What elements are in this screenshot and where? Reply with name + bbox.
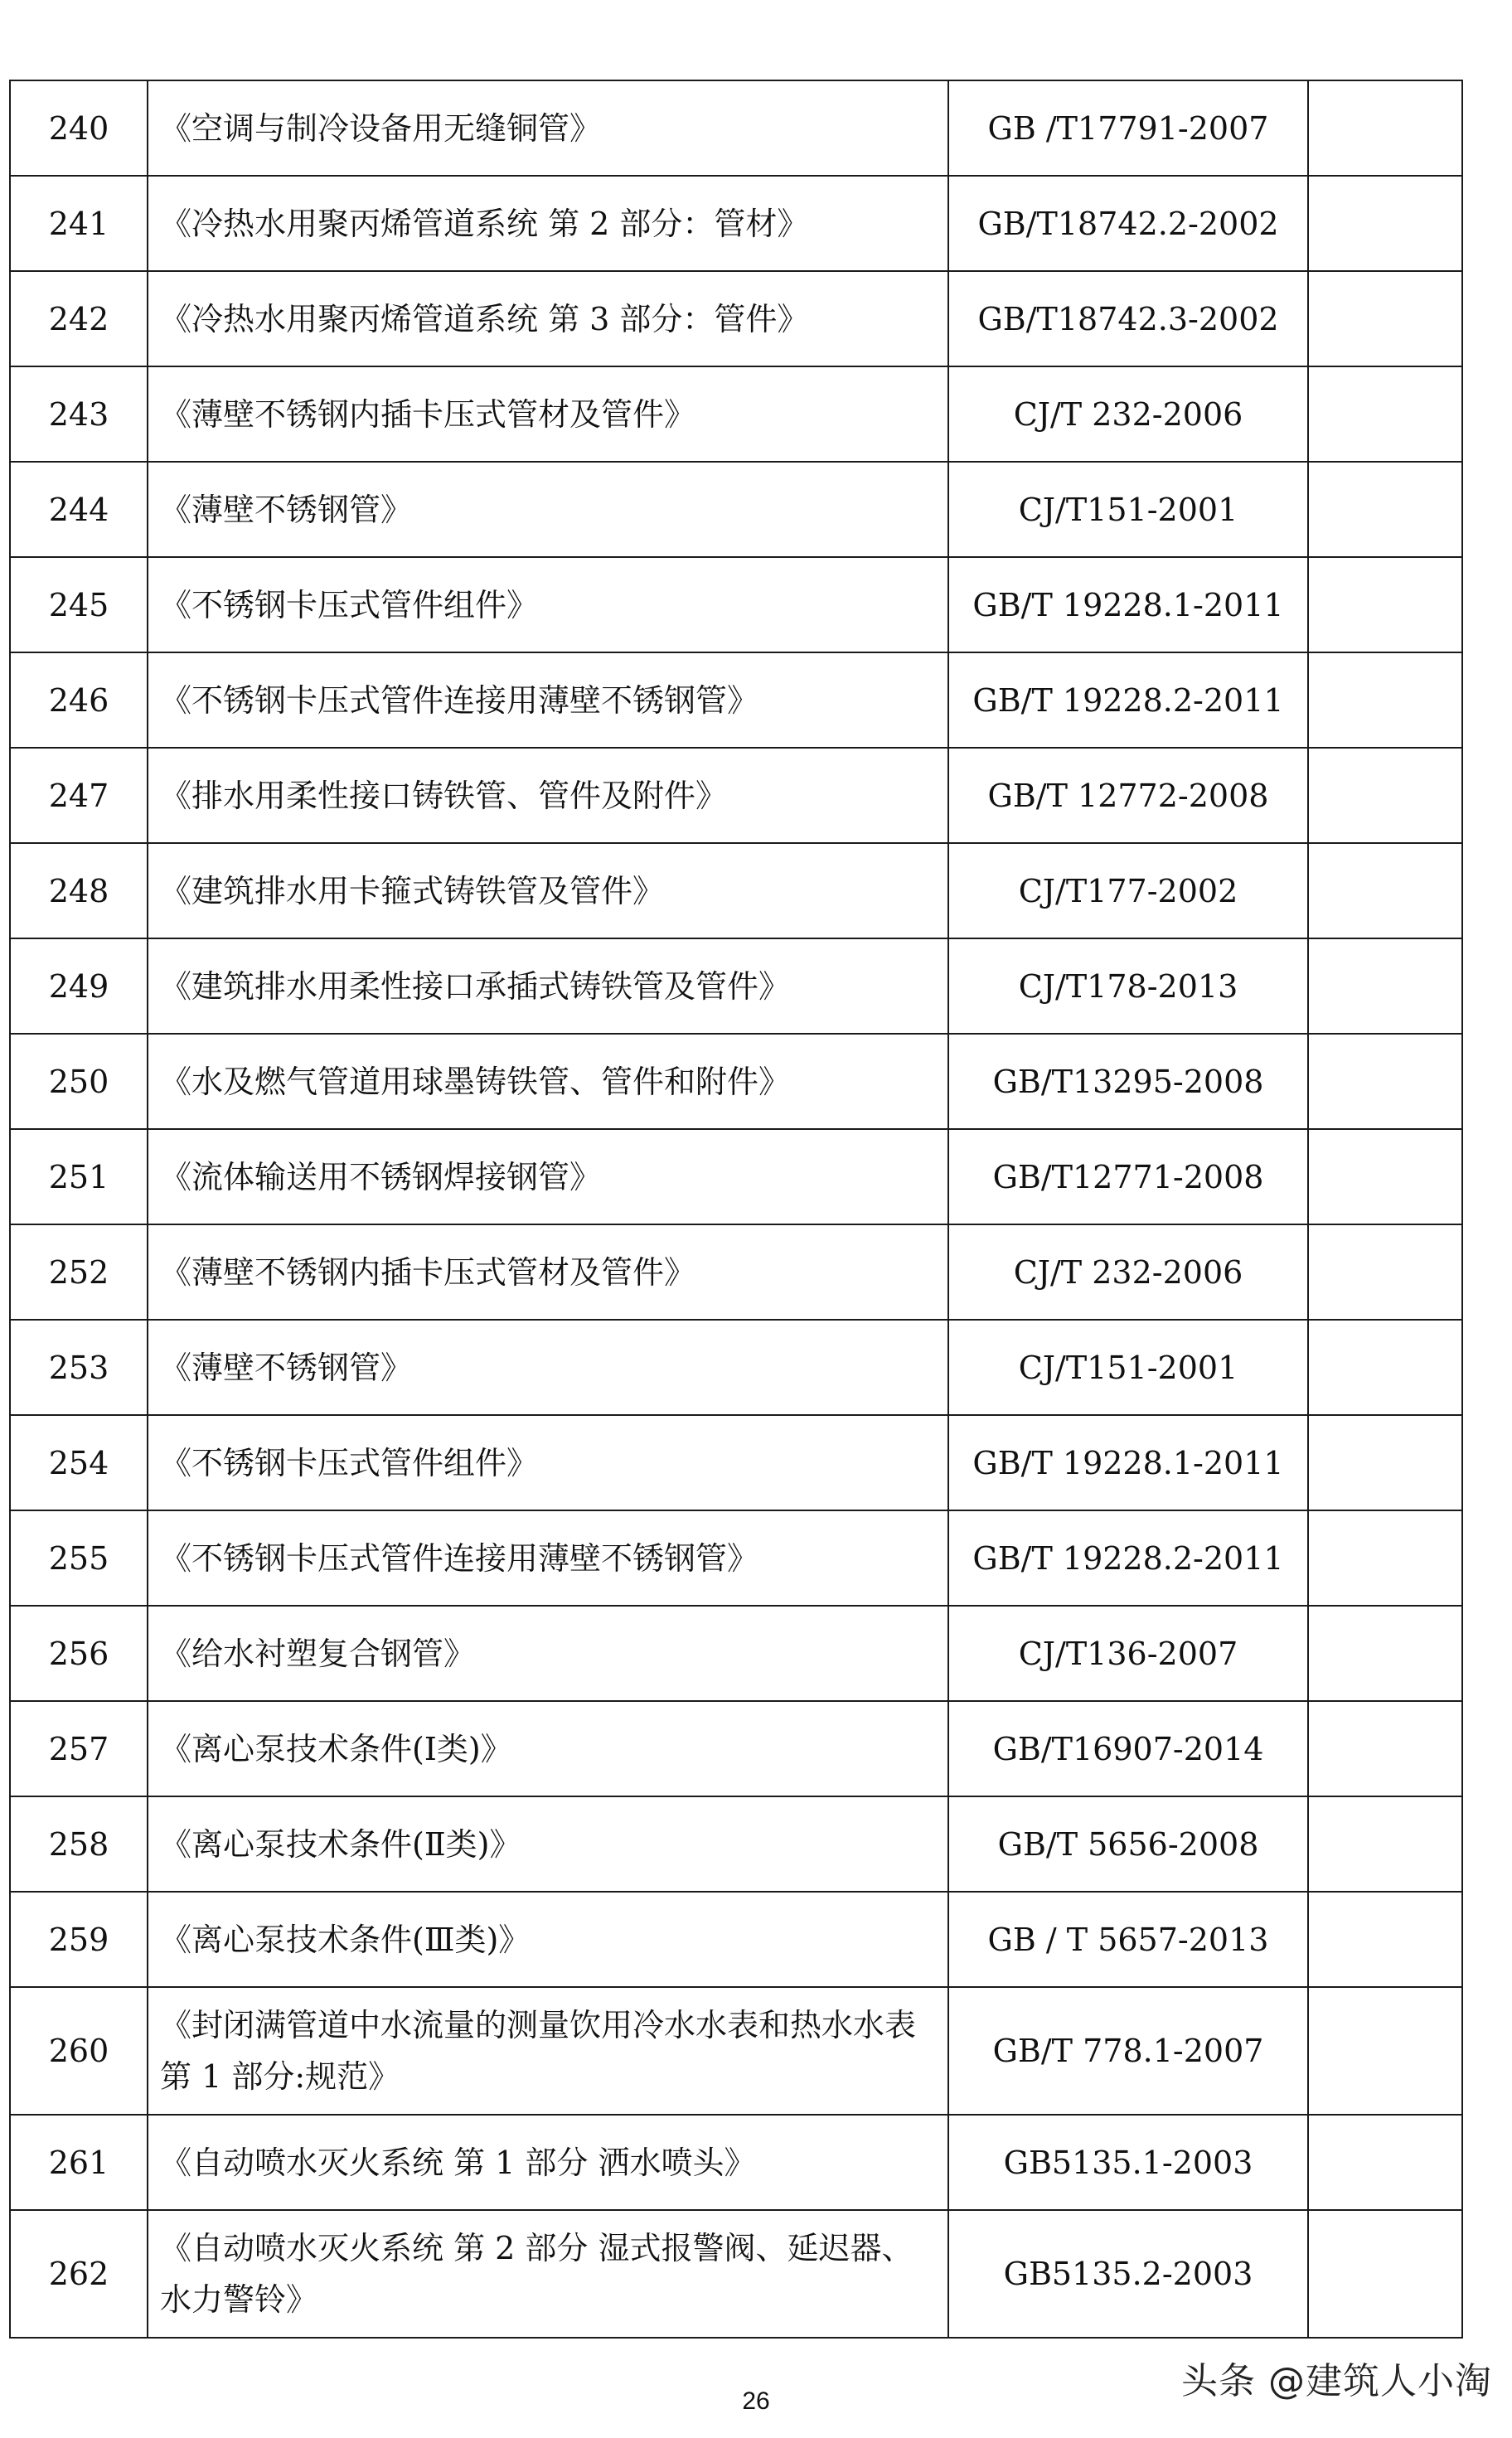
standard-name xyxy=(148,462,948,557)
standard-name-text: 《冷热水用聚丙烯管道系统 第 2 部分：管材》 xyxy=(160,205,809,242)
note-cell xyxy=(1308,271,1462,366)
note-cell xyxy=(1308,1224,1462,1320)
note-cell xyxy=(1308,1987,1462,2115)
row-number: 259 xyxy=(10,1892,148,1987)
standard-name-text: 《薄壁不锈钢内插卡压式管材及管件》 xyxy=(160,395,696,433)
note-cell xyxy=(1308,1415,1462,1510)
watermark: 头条 @建筑人小淘 xyxy=(1181,2360,1492,2402)
row-number: 248 xyxy=(10,843,148,938)
standard-code: GB /T17791-2007 xyxy=(948,80,1308,176)
standard-name-text: 《排水用柔性接口铸铁管、管件及附件》 xyxy=(160,777,728,814)
standard-code: CJ/T151-2001 xyxy=(948,462,1308,557)
table-row xyxy=(10,80,1462,176)
row-number: 244 xyxy=(10,462,148,557)
standard-name-text: 《建筑排水用柔性接口承插式铸铁管及管件》 xyxy=(160,967,791,1005)
row-number: 240 xyxy=(10,80,148,176)
standard-code: GB/T18742.3-2002 xyxy=(948,271,1308,366)
standard-name-text: 《自动喷水灭火系统 第 2 部分 湿式报警阀、延迟器、水力警铃》 xyxy=(160,2230,914,2318)
table-row xyxy=(10,1034,1462,1129)
table-row xyxy=(10,366,1462,462)
row-number: 261 xyxy=(10,2115,148,2210)
standard-code: GB/T 5656-2008 xyxy=(948,1796,1308,1892)
table-row xyxy=(10,1606,1462,1701)
note-cell xyxy=(1308,176,1462,271)
row-number: 258 xyxy=(10,1796,148,1892)
standard-name xyxy=(148,938,948,1034)
table-row xyxy=(10,1415,1462,1510)
standard-name-text: 《建筑排水用卡箍式铸铁管及管件》 xyxy=(160,872,665,909)
table-row xyxy=(10,938,1462,1034)
row-number: 257 xyxy=(10,1701,148,1796)
note-cell xyxy=(1308,1129,1462,1224)
standard-code: CJ/T136-2007 xyxy=(948,1606,1308,1701)
standard-code: GB/T 778.1-2007 xyxy=(948,1987,1308,2115)
standard-name-text: 《离心泵技术条件(Ⅱ类)》 xyxy=(160,1825,521,1863)
standard-name-text: 《离心泵技术条件(Ⅲ类)》 xyxy=(160,1921,531,1958)
table-row xyxy=(10,1510,1462,1606)
note-cell xyxy=(1308,80,1462,176)
standard-name xyxy=(148,1796,948,1892)
standard-name xyxy=(148,271,948,366)
standard-name-text: 《薄壁不锈钢管》 xyxy=(160,1349,413,1386)
standard-name-text: 《离心泵技术条件(Ⅰ类)》 xyxy=(160,1730,512,1767)
standard-name xyxy=(148,1701,948,1796)
standard-name-text: 《空调与制冷设备用无缝铜管》 xyxy=(160,109,602,147)
standard-name xyxy=(148,1606,948,1701)
standard-name xyxy=(148,1320,948,1415)
row-number: 253 xyxy=(10,1320,148,1415)
row-number: 245 xyxy=(10,557,148,652)
standard-name xyxy=(148,1892,948,1987)
note-cell xyxy=(1308,1320,1462,1415)
standard-code: GB5135.2-2003 xyxy=(948,2210,1308,2338)
table-row xyxy=(10,557,1462,652)
standard-name xyxy=(148,80,948,176)
row-number: 249 xyxy=(10,938,148,1034)
table-row xyxy=(10,1987,1462,2115)
standard-code: GB/T 19228.2-2011 xyxy=(948,1510,1308,1606)
note-cell xyxy=(1308,1796,1462,1892)
standard-code: GB/T 19228.1-2011 xyxy=(948,557,1308,652)
standards-table-body xyxy=(10,80,1462,2338)
note-cell xyxy=(1308,2210,1462,2338)
row-number: 246 xyxy=(10,652,148,748)
standard-name-text: 《不锈钢卡压式管件组件》 xyxy=(160,586,539,623)
standard-name-text: 《不锈钢卡压式管件组件》 xyxy=(160,1444,539,1481)
standard-name-text: 《水及燃气管道用球墨铸铁管、管件和附件》 xyxy=(160,1063,791,1100)
row-number: 250 xyxy=(10,1034,148,1129)
row-number: 255 xyxy=(10,1510,148,1606)
standard-name xyxy=(148,1129,948,1224)
row-number: 243 xyxy=(10,366,148,462)
standard-code: CJ/T178-2013 xyxy=(948,938,1308,1034)
standard-name xyxy=(148,2115,948,2210)
row-number: 262 xyxy=(10,2210,148,2338)
standard-name-text: 《不锈钢卡压式管件连接用薄壁不锈钢管》 xyxy=(160,1539,759,1577)
standard-code: GB/T16907-2014 xyxy=(948,1701,1308,1796)
standards-table xyxy=(9,80,1463,2339)
table-row xyxy=(10,1701,1462,1796)
row-number: 251 xyxy=(10,1129,148,1224)
standard-code: GB/T 19228.1-2011 xyxy=(948,1415,1308,1510)
note-cell xyxy=(1308,462,1462,557)
standard-name xyxy=(148,652,948,748)
standard-code: CJ/T151-2001 xyxy=(948,1320,1308,1415)
table-row xyxy=(10,843,1462,938)
standard-code: GB/T 19228.2-2011 xyxy=(948,652,1308,748)
note-cell xyxy=(1308,2115,1462,2210)
standard-name-text: 《冷热水用聚丙烯管道系统 第 3 部分：管件》 xyxy=(160,300,809,337)
standard-code: GB/T12771-2008 xyxy=(948,1129,1308,1224)
standard-name-text: 《不锈钢卡压式管件连接用薄壁不锈钢管》 xyxy=(160,681,759,719)
table-row xyxy=(10,2115,1462,2210)
note-cell xyxy=(1308,366,1462,462)
table-row xyxy=(10,1320,1462,1415)
standard-name xyxy=(148,748,948,843)
table-row xyxy=(10,1796,1462,1892)
page-number: 26 xyxy=(742,2387,770,2415)
standard-name xyxy=(148,176,948,271)
row-number: 260 xyxy=(10,1987,148,2115)
standard-name xyxy=(148,843,948,938)
note-cell xyxy=(1308,1034,1462,1129)
note-cell xyxy=(1308,748,1462,843)
standard-name-text: 《自动喷水灭火系统 第 1 部分 洒水喷头》 xyxy=(160,2144,756,2181)
standard-name xyxy=(148,366,948,462)
standard-code: CJ/T 232-2006 xyxy=(948,1224,1308,1320)
row-number: 242 xyxy=(10,271,148,366)
note-cell xyxy=(1308,1606,1462,1701)
row-number: 247 xyxy=(10,748,148,843)
table-row xyxy=(10,652,1462,748)
standard-code: GB5135.1-2003 xyxy=(948,2115,1308,2210)
note-cell xyxy=(1308,938,1462,1034)
standard-code: CJ/T177-2002 xyxy=(948,843,1308,938)
note-cell xyxy=(1308,1892,1462,1987)
standard-name-text: 《封闭满管道中水流量的测量饮用冷水水表和热水水表 第 1 部分:规范》 xyxy=(160,2007,917,2095)
standard-name-text: 《给水衬塑复合钢管》 xyxy=(160,1635,476,1672)
standard-code: GB/T13295-2008 xyxy=(948,1034,1308,1129)
table-row xyxy=(10,748,1462,843)
standard-name-text: 《流体输送用不锈钢焊接钢管》 xyxy=(160,1158,602,1195)
row-number: 241 xyxy=(10,176,148,271)
standard-code: GB/T 12772-2008 xyxy=(948,748,1308,843)
row-number: 252 xyxy=(10,1224,148,1320)
table-row xyxy=(10,176,1462,271)
standard-name xyxy=(148,2210,948,2338)
row-number: 256 xyxy=(10,1606,148,1701)
standard-name xyxy=(148,1034,948,1129)
table-row xyxy=(10,2210,1462,2338)
note-cell xyxy=(1308,557,1462,652)
standard-name xyxy=(148,1987,948,2115)
table-row xyxy=(10,1129,1462,1224)
table-row xyxy=(10,1892,1462,1987)
note-cell xyxy=(1308,652,1462,748)
table-row xyxy=(10,271,1462,366)
standard-name xyxy=(148,557,948,652)
standard-code: GB/T18742.2-2002 xyxy=(948,176,1308,271)
note-cell xyxy=(1308,1510,1462,1606)
standard-name-text: 《薄壁不锈钢内插卡压式管材及管件》 xyxy=(160,1253,696,1291)
standard-code: GB / T 5657-2013 xyxy=(948,1892,1308,1987)
note-cell xyxy=(1308,843,1462,938)
standard-name-text: 《薄壁不锈钢管》 xyxy=(160,491,413,528)
note-cell xyxy=(1308,1701,1462,1796)
standard-name xyxy=(148,1224,948,1320)
standard-name xyxy=(148,1415,948,1510)
standard-name xyxy=(148,1510,948,1606)
table-row xyxy=(10,462,1462,557)
table-row xyxy=(10,1224,1462,1320)
row-number: 254 xyxy=(10,1415,148,1510)
standard-code: CJ/T 232-2006 xyxy=(948,366,1308,462)
